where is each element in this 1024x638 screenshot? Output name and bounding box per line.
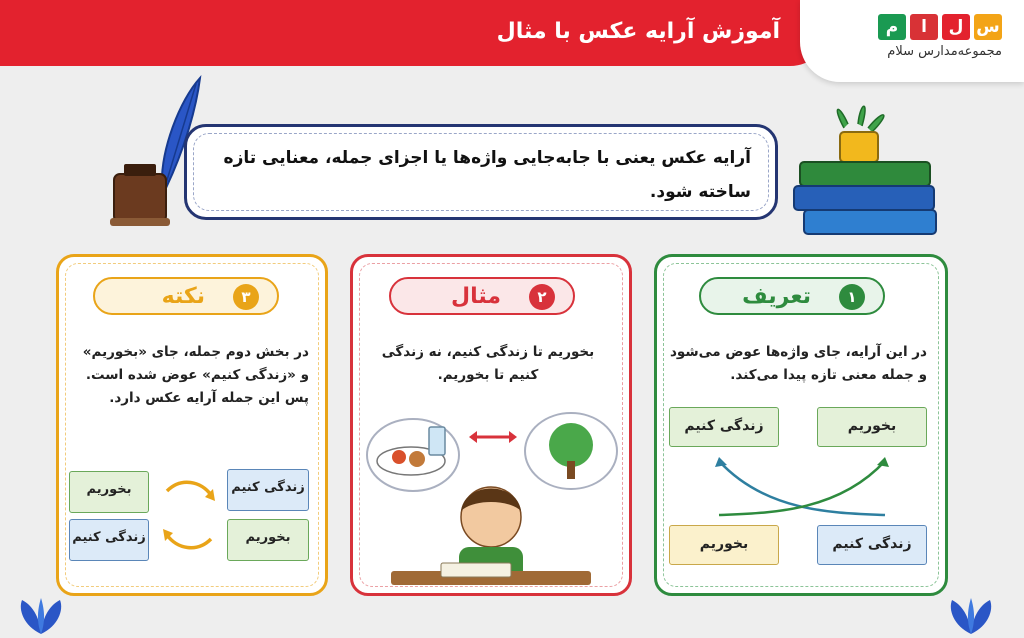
example-number: ۲ xyxy=(529,284,555,310)
note-title-pill xyxy=(93,277,279,315)
definition-title-pill xyxy=(699,277,885,315)
example-text xyxy=(373,341,603,387)
note-number: ۳ xyxy=(233,284,259,310)
note-card xyxy=(56,254,328,596)
text-line: در این آرایه، جای واژه‌ها عوض می‌شود xyxy=(669,344,927,360)
swap-arrows-icon xyxy=(157,477,221,557)
text-line: و جمله معنی تازه پیدا می‌کند. xyxy=(730,367,927,383)
logo-letter: م xyxy=(878,14,906,40)
word-box: بخوریم xyxy=(669,525,779,565)
word-box: زندگی کنیم xyxy=(817,525,927,565)
word-box: زندگی کنیم xyxy=(669,407,779,447)
intro-line: ساخته شود. xyxy=(649,182,751,202)
definition-title: تعریف xyxy=(742,284,811,309)
word-box: زندگی کنیم xyxy=(69,519,149,561)
word-box: بخوریم xyxy=(69,471,149,513)
example-title-pill xyxy=(389,277,575,315)
logo-letter: س xyxy=(974,14,1002,40)
logo xyxy=(800,0,1024,82)
text-line: بخوریم تا زندگی کنیم، نه زندگی xyxy=(381,344,595,360)
word-box: زندگی کنیم xyxy=(227,469,309,511)
text-line: و «زندگی کنیم» عوض شده است. xyxy=(85,367,309,383)
books-plant-icon xyxy=(788,98,948,244)
intro-line: آرایه عکس یعنی با جابه‌جایی واژه‌ها یا اجزای جمله، معنایی تازه xyxy=(223,148,751,168)
logo-tagline: مجموعه‌مدارس سلام xyxy=(887,44,1002,59)
note-title: نکته xyxy=(161,284,205,309)
example-title: مثال xyxy=(451,284,501,309)
definition-card xyxy=(654,254,948,596)
word-box: بخوریم xyxy=(227,519,309,561)
example-card xyxy=(350,254,632,596)
definition-text xyxy=(667,341,927,387)
boy-thinking-icon xyxy=(361,407,623,589)
logo-letter: ل xyxy=(942,14,970,40)
text-line: پس این جمله آرایه عکس دارد. xyxy=(109,390,309,406)
intro-box xyxy=(184,124,778,220)
leaf-ornament-icon xyxy=(14,596,68,636)
definition-number: ۱ xyxy=(839,284,865,310)
text-line: کنیم تا بخوریم. xyxy=(437,367,539,383)
page-title: آموزش آرایه عکس با مثال xyxy=(496,19,780,44)
text-line: در بخش دوم جمله، جای «بخوریم» xyxy=(82,344,309,360)
swap-arrows-icon xyxy=(707,453,897,523)
word-box: بخوریم xyxy=(817,407,927,447)
logo-letter: ا xyxy=(910,14,938,40)
intro-text xyxy=(211,141,751,209)
note-text xyxy=(69,341,309,410)
leaf-ornament-icon xyxy=(944,596,998,636)
